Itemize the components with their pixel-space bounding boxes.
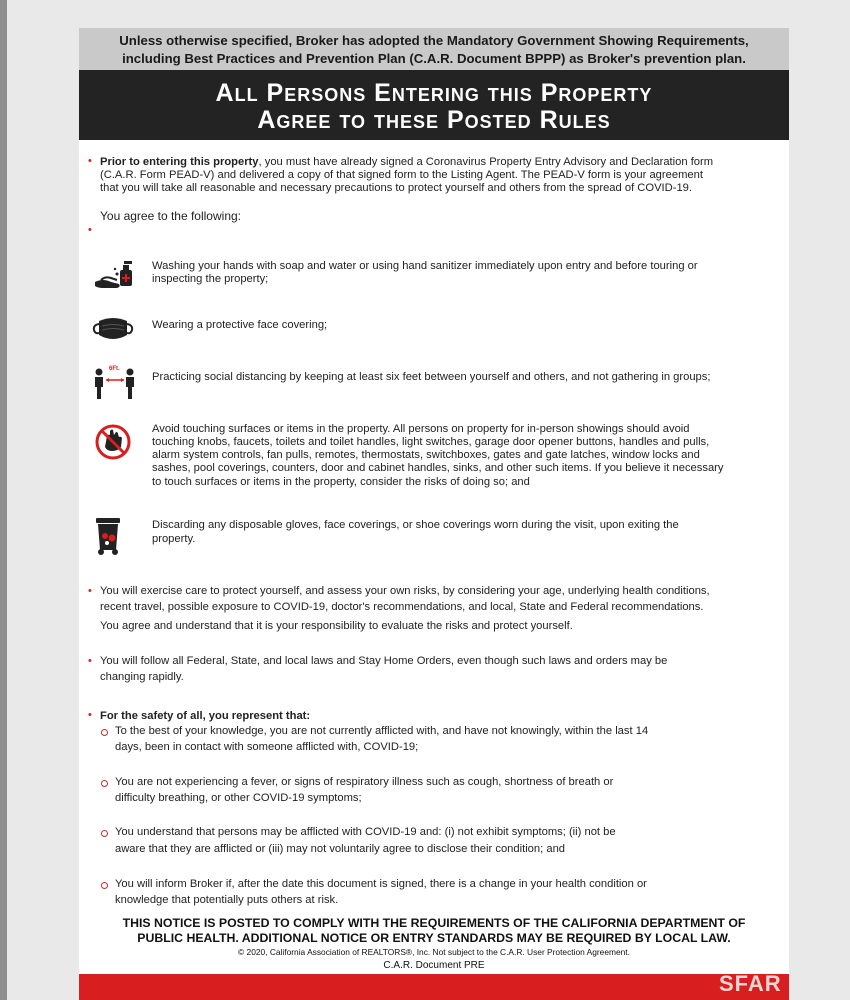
face-mask-icon [91, 315, 135, 343]
notice-line-1: THIS NOTICE IS POSTED TO COMPLY WITH THE REQUIREMENTS OF THE CALIFORNIA DEPARTMENT OF [122, 916, 746, 930]
rule-4-line-1: Avoid touching surfaces or items in the property. All persons on property for in-person showings should avoid [152, 423, 690, 435]
intro-line-1 [100, 156, 713, 170]
rule-5-line-2: property. [152, 533, 196, 545]
gray-banner-line-1: Unless otherwise specified, Broker has adopted the Mandatory Government Showing Requirements, [119, 33, 749, 48]
circle-bullet [101, 729, 108, 736]
intro-line-1-rest: , you must have already signed a Coronavirus Property Entry Advisory and Declaration form [258, 156, 714, 168]
circle-bullet [101, 830, 108, 837]
bullet: • [88, 224, 92, 236]
bullet: • [88, 585, 92, 597]
rule-1-line-1: Washing your hands with soap and water or using hand sanitizer immediately upon entry and before touring or [152, 260, 698, 272]
title-line-2: Agree to these Posted Rules [257, 106, 611, 134]
bullet: • [88, 709, 92, 721]
trash-bin-icon [95, 516, 123, 556]
represent-3-line-2: aware that they are afflicted or (iii) may not voluntarily agree to disclose their condition; and [115, 843, 566, 855]
document-id: C.A.R. Document PRE [383, 960, 485, 971]
bullet: • [88, 655, 92, 667]
represent-1-line-2: days, been in contact with someone afflicted with, COVID-19; [115, 741, 419, 753]
bullet: • [88, 155, 92, 167]
agree-text: You agree to the following: [100, 209, 241, 223]
represent-4-line-2: knowledge that potentially puts others at risk. [115, 894, 339, 906]
laws-line-1: You will follow all Federal, State, and local laws and Stay Home Orders, even though such laws and orders may be [100, 655, 668, 667]
represent-4-line-1: You will inform Broker if, after the date this document is signed, there is a change in your health condition or [115, 878, 647, 890]
intro-bold-lead: Prior to entering this property [100, 156, 259, 168]
care-line-2: recent travel, possible exposure to COVID-19, doctor's recommendations, and local, State and Federal recommendations. [100, 601, 704, 613]
intro-line-3: that you will take all reasonable and necessary precautions to protect yourself and others from the spread of COVID-19. [100, 182, 693, 194]
watermark: SFAR [719, 971, 782, 996]
document-page [79, 28, 789, 1000]
rule-1-line-2: inspecting the property; [152, 273, 269, 285]
represent-3-line-1: You understand that persons may be afflicted with COVID-19 and: (i) not exhibit symptoms; (ii) not be [115, 826, 616, 838]
rule-3-line-1: Practicing social distancing by keeping at least six feet between yourself and others, and not gathering in groups; [152, 371, 711, 383]
represent-2-line-1: You are not experiencing a fever, or signs of respiratory illness such as cough, shortness of breath or [115, 776, 614, 788]
distance-label: 6Ft. [109, 366, 120, 372]
title-line-1: All Persons Entering this Property [215, 79, 653, 107]
represent-heading: For the safety of all, you represent that: [100, 710, 311, 722]
title-banner [79, 70, 789, 140]
copyright-text: © 2020, California Association of REALTORS®, Inc. Not subject to the C.A.R. User Protection Agreement. [238, 947, 630, 957]
circle-bullet [101, 780, 108, 787]
footer-red-bar [79, 974, 789, 1000]
represent-2-line-2: difficulty breathing, or other COVID-19 symptoms; [115, 792, 362, 804]
rule-2-line-1: Wearing a protective face covering; [152, 319, 328, 331]
rule-4-line-5: to touch surfaces or items in the property, consider the risks of doing so; and [152, 476, 530, 488]
hand-sanitizer-icon [93, 260, 135, 290]
notice-line-2: PUBLIC HEALTH. ADDITIONAL NOTICE OR ENTRY STANDARDS MAY BE REQUIRED BY LOCAL LAW. [137, 931, 731, 945]
no-touch-icon [94, 423, 132, 461]
represent-1-line-1: To the best of your knowledge, you are not currently afflicted with, and have not knowingly, within the last 14 [115, 725, 649, 737]
rule-4-line-3: alarm system controls, fan pulls, remotes, thermostats, switchboxes, gates and gate latches, window locks and [152, 449, 700, 461]
rule-4-line-2: touching knobs, faucets, toilets and toilet handles, light switches, garage door opener buttons, handles and pulls, [152, 436, 710, 448]
rule-4-line-4: sashes, pool coverings, counters, door and cabinet handles, sinks, and other such items. If you believe it necessary [152, 462, 724, 474]
care-line-1: You will exercise care to protect yourself, and assess your own risks, by considering your age, underlying health conditions, [100, 585, 710, 597]
gray-banner-line-2: including Best Practices and Prevention Plan (C.A.R. Document BPPP) as Broker's prevention plan. [122, 51, 746, 66]
showing-requirements-banner [79, 28, 789, 70]
care-line-3: You agree and understand that it is your responsibility to evaluate the risks and protect yourself. [100, 620, 573, 632]
laws-line-2: changing rapidly. [100, 671, 184, 683]
intro-line-2: (C.A.R. Form PEAD-V) and delivered a copy of that signed form to the Listing Agent. The PEAD-V form is your agreement [100, 169, 703, 181]
viewer-left-edge [0, 0, 7, 1000]
circle-bullet [101, 882, 108, 889]
rule-5-line-1: Discarding any disposable gloves, face coverings, or shoe coverings worn during the visit, upon exiting the [152, 519, 679, 531]
